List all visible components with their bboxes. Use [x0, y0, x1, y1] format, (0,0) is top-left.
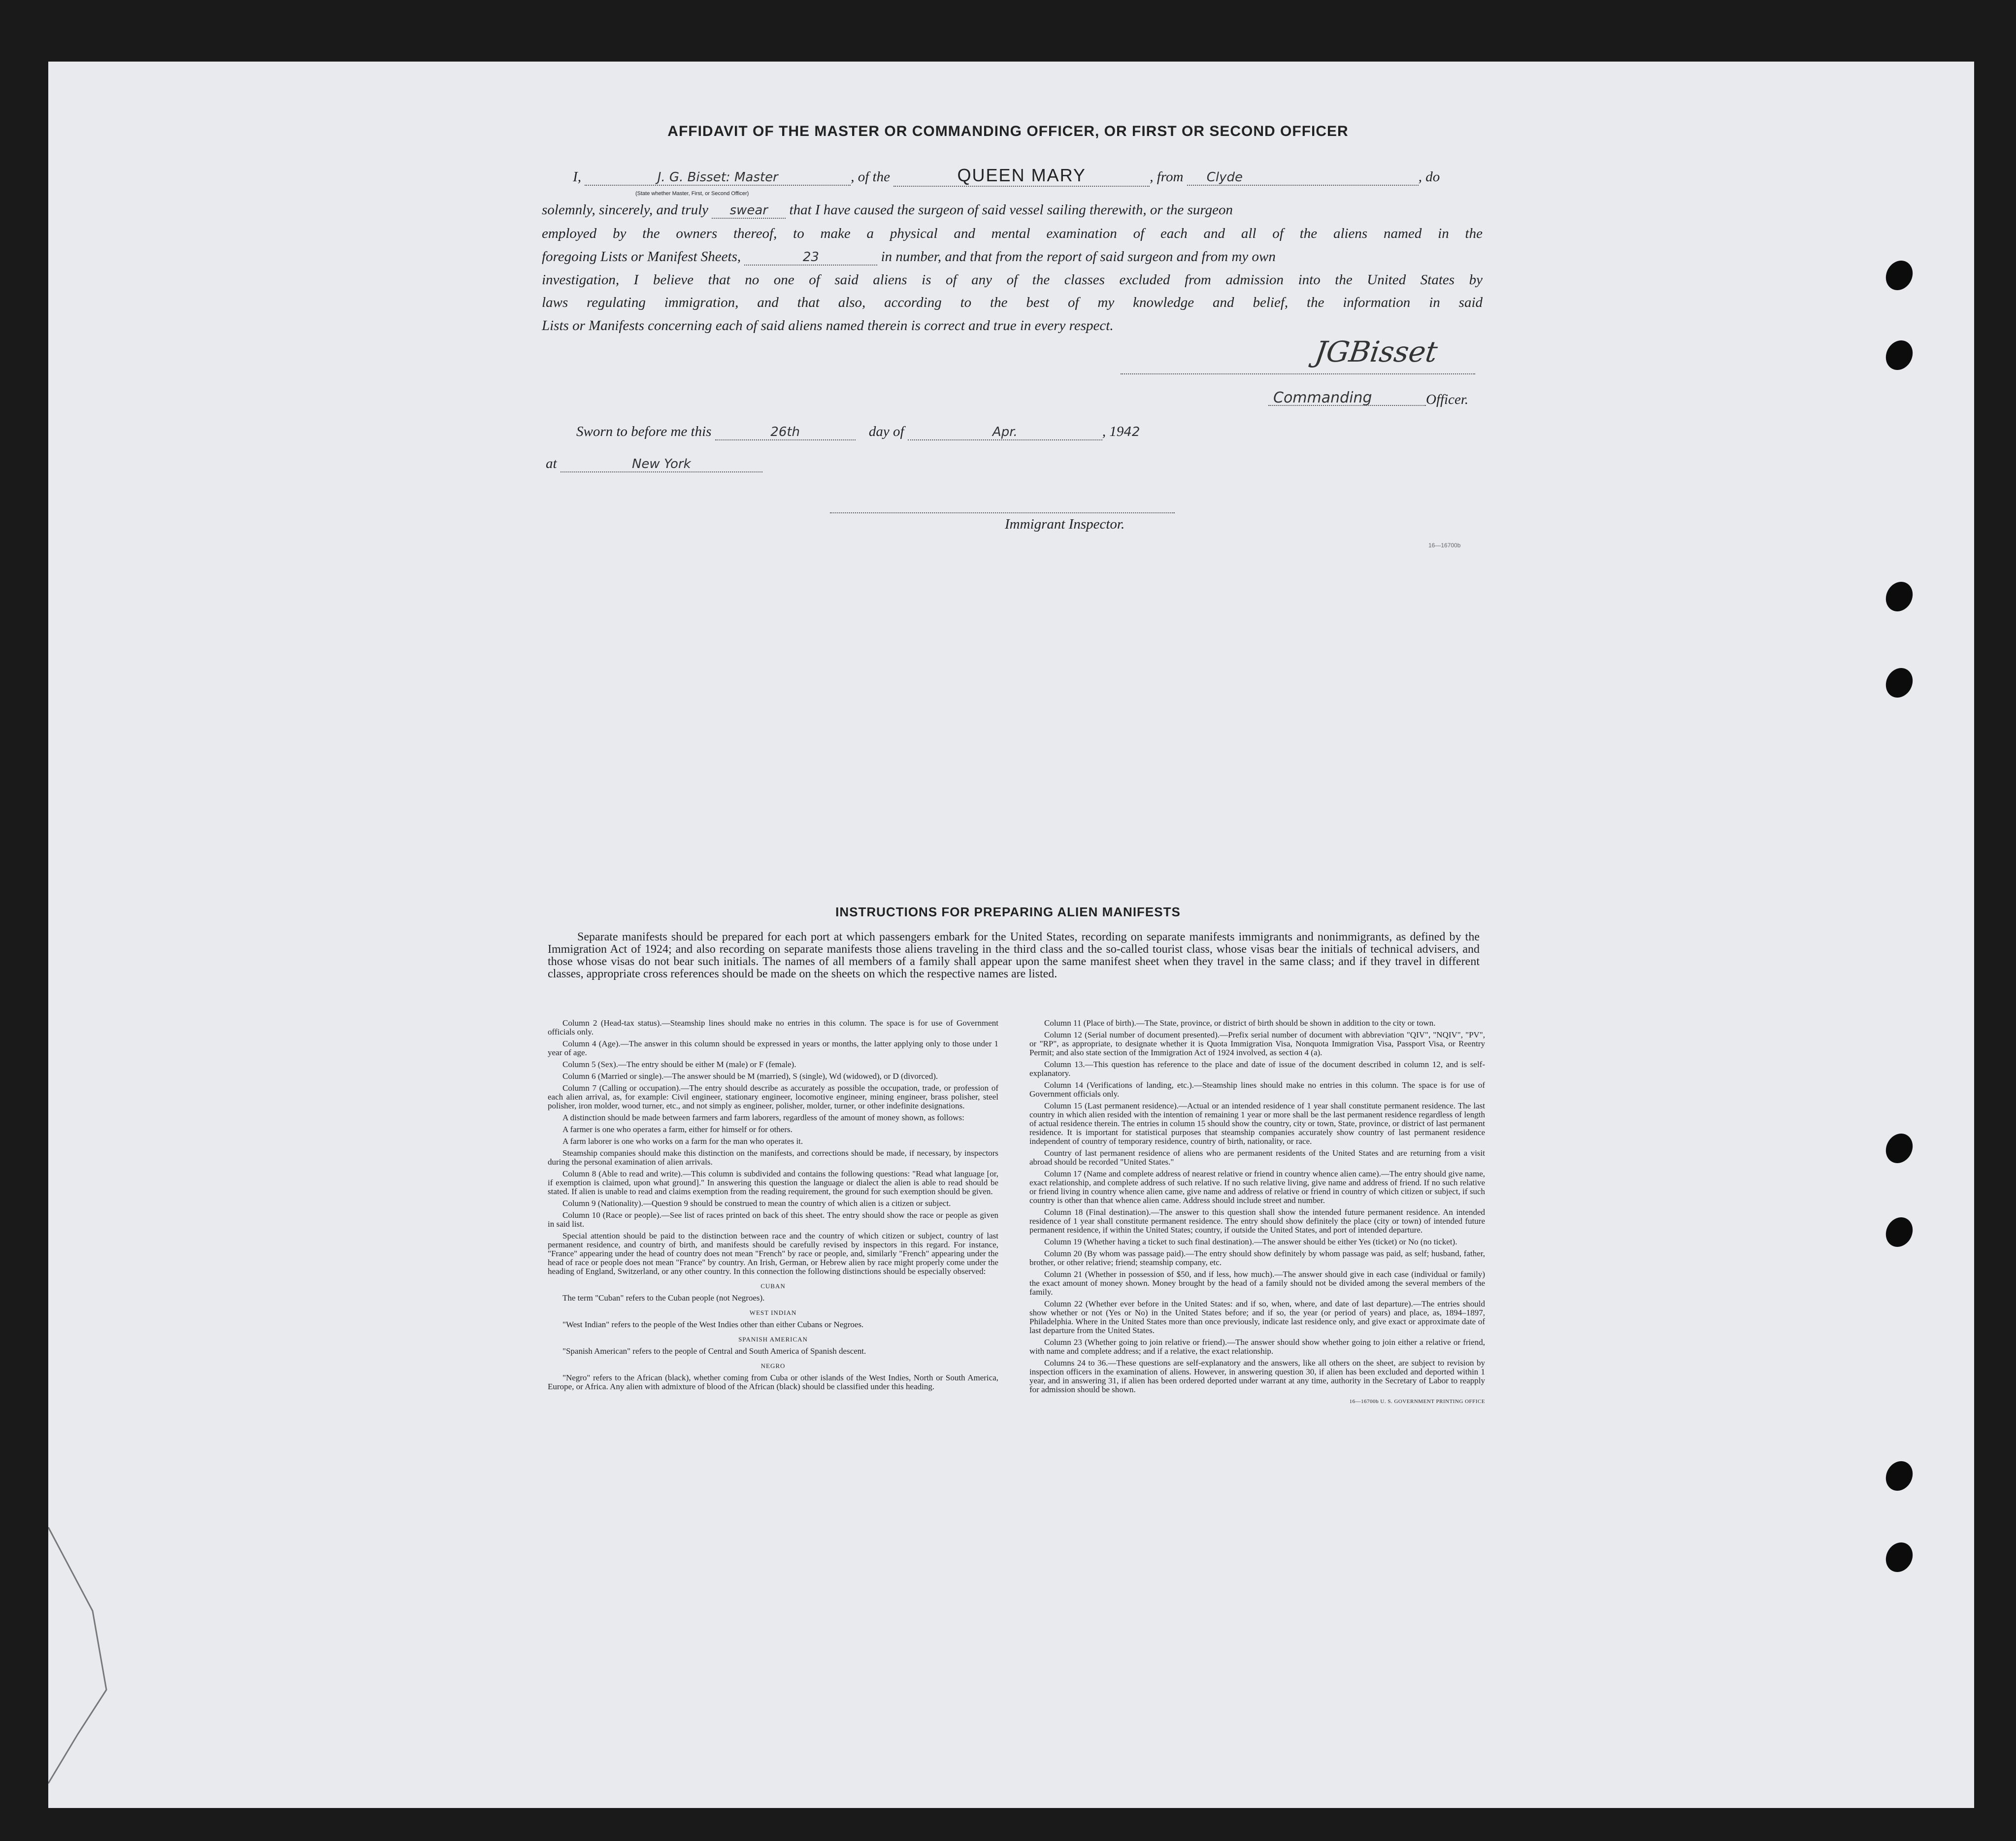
port-field: Clyde	[1187, 170, 1419, 186]
instructions-right-column	[1029, 1019, 1485, 1406]
instructions-intro: Separate manifests should be prepared for each port at which passengers embark for the United States, recording on separate manifests immigrants and nonimmigrants, as defined by the Immigration Act of 1924; and also recording on separate manifests those aliens traveling in the third class and the so-called tourist class, whose visas bear the initials of technical advisers, and those whose visas do not bear such initials. The names of all members of a family shall appear upon the same manifest sheet when they travel in the same class; and if they travel in different classes, appropriate cross references should be made on the sheets on which the respective names are listed.	[548, 931, 1480, 980]
month-field: Apr.	[908, 425, 1102, 440]
instruction-paragraph: Column 12 (Serial number of document presented).—Prefix serial number of document with abbreviation "QIV", "NQIV", "PV", or "RP", as appropriate, to designate whether it is Quota Immigration Visa, Nonquota Immigration Visa, Passport Visa, or Reentry Permit; and also state section of the Immigration Act of 1924 involved, as section 4 (a).	[1029, 1030, 1485, 1057]
text: in number, and that from the report of said surgeon and from my own	[881, 249, 1276, 265]
affidavit-title: AFFIDAVIT OF THE MASTER OR COMMANDING OFFICER, OR FIRST OR SECOND OFFICER	[667, 123, 1349, 139]
text: , of the	[851, 169, 890, 185]
affidavit-line-1	[542, 165, 1483, 187]
instruction-paragraph: Column 7 (Calling or occupation).—The entry should describe as accurately as possible the occupation, trade, or profession of each alien arrival, as, for example: Civil engineer, stationary engineer, locomotive engineer, mining engineer, brass polisher, steel polisher, iron molder, wood turner, etc., and not simply as engineer, polisher, molder, turner, or other indefinite designations.	[548, 1083, 998, 1110]
form-code: 16—16700b	[1428, 542, 1461, 549]
text: that I have caused the surgeon of said vessel sailing therewith, or the surgeon	[789, 202, 1233, 218]
instruction-paragraph: Column 22 (Whether ever before in the United States: and if so, when, where, and date of last departure).—The entries should show whether or not (Yes or No) in the United States before; and if so, the year (or period of years) and place, as, 1894–1897, Philadelphia. Where in the United States more than once previously, indicate last residence only, and give exact or approximate date of last departure from the United States.	[1029, 1299, 1485, 1335]
instruction-paragraph: Column 23 (Whether going to join relative or friend).—The answer should show whether going to join either a relative or friend, with name and complete address; and if a relative, the exact relationship.	[1029, 1338, 1485, 1356]
officer-rank-field: Commanding	[1273, 389, 1372, 406]
instruction-paragraph: The term "Cuban" refers to the Cuban people (not Negroes).	[562, 1293, 765, 1303]
instruction-paragraph: A distinction should be made between farmers and farm laborers, regardless of the amount of money shown, as follows:	[562, 1113, 964, 1122]
sworn-line	[576, 424, 1140, 440]
place-field: New York	[561, 457, 762, 472]
affidavit-line-3: employed by the owners thereof, to make a physical and mental examination of each and all of the aliens named in the	[542, 226, 1483, 241]
instruction-paragraph: Column 6 (Married or single).—The answer should be M (married), S (single), Wd (widowed), or D (divorced).	[562, 1071, 938, 1081]
instruction-paragraph: "Negro" refers to the African (black), whether coming from Cuba or other islands of the West Indies, North or South America, Europe, or Africa. Any alien with admixture of blood of the African (black) should be classified under this heading.	[548, 1373, 998, 1391]
year-field: 42	[1124, 425, 1140, 439]
place-line	[546, 456, 762, 472]
officer-name-field: J. G. Bisset: Master	[585, 170, 851, 186]
signature-line	[1121, 373, 1475, 374]
text: , from	[1150, 169, 1184, 185]
text: I,	[573, 169, 581, 185]
instruction-paragraph: Country of last permanent residence of aliens who are permanent residents of the United States and are returning from a visit abroad should be recorded "United States."	[1029, 1148, 1485, 1167]
section-heading: NEGRO	[760, 1362, 786, 1370]
officer-rank-caption: (State whether Master, First, or Second Officer)	[635, 191, 749, 197]
affidavit-line-5: investigation, I believe that no one of said aliens is of any of the classes excluded from admission into the United States by	[542, 272, 1483, 288]
instructions-left-column	[548, 1019, 998, 1393]
instruction-paragraph: A farm laborer is one who works on a farm for the man who operates it.	[562, 1137, 803, 1146]
section-heading: WEST INDIAN	[749, 1309, 797, 1316]
text: Sworn to before me this	[576, 424, 712, 439]
instruction-paragraph: Column 18 (Final destination).—The answer to this question shall show the intended future permanent residence. An intended residence of 1 year shall constitute permanent residence. The entry should show definitely the place (city or town) of intended future permanent residence, if within the United States; country, if outside the United States, and port of intended departure.	[1029, 1207, 1485, 1235]
ship-name-field: QUEEN MARY	[893, 165, 1150, 187]
affidavit-line-7: Lists or Manifests concerning each of said aliens named therein is correct and true in every respect.	[542, 318, 1114, 334]
instruction-paragraph: Column 5 (Sex).—The entry should be either M (male) or F (female).	[562, 1060, 796, 1069]
instruction-paragraph: A farmer is one who operates a farm, either for himself or for others.	[562, 1125, 793, 1134]
text: foregoing Lists or Manifest Sheets,	[542, 249, 741, 265]
instruction-paragraph: Column 15 (Last permanent residence).—Actual or an intended residence of 1 year shall constitute permanent residence. The last country in which alien resided with the intention of remaining 1 year or more shall be the last permanent residence regardless of length of actual residence therein. The entries in column 15 should show the country, city or town, State, province, or district of last permanent residence. It is important for statistical purposes that steamship companies accurately show country of last permanent residence independent of country of temporary residence, country of birth, nationality, or race.	[1029, 1101, 1485, 1146]
instruction-paragraph: Steamship companies should make this distinction on the manifests, and corrections should be made, if necessary, by inspectors during the personal examination of alien arrivals.	[548, 1148, 998, 1167]
sheet-count-field: 23	[744, 250, 877, 266]
instruction-paragraph: "Spanish American" refers to the people of Central and South America of Spanish descent.	[562, 1346, 866, 1356]
instructions-title: INSTRUCTIONS FOR PREPARING ALIEN MANIFESTS	[835, 904, 1181, 919]
text: at	[546, 456, 557, 471]
instruction-paragraph: Column 17 (Name and complete address of nearest relative or friend in country whence alien came).—The entry should give name, exact relationship, and complete address of such relative. If no such relative living, give name and address of friend. If no such relative or friend living in country whence alien came, give name and address of relative or friend in country of which citizen or subject, if such country is other than that whence alien came. Address should include street and number.	[1029, 1169, 1485, 1205]
instruction-paragraph: Column 10 (Race or people).—See list of races printed on back of this sheet. The entry should show the race or people as given in said list.	[548, 1210, 998, 1229]
affidavit-line-4	[542, 249, 1483, 266]
affidavit-line-2	[542, 202, 1483, 219]
officer-label: Officer.	[1426, 392, 1469, 407]
instruction-paragraph: Column 14 (Verifications of landing, etc.).—Steamship lines should make no entries in this column. The space is for use of Government officials only.	[1029, 1080, 1485, 1099]
section-heading: CUBAN	[760, 1282, 786, 1290]
text: day of	[868, 424, 904, 439]
instruction-paragraph: Column 8 (Able to read and write).—This column is subdivided and contains the following questions: "Read what language [or, if exemption is claimed, upon what ground]." In answering this question the language or dialect the alien is able to read should be stated. If alien is unable to read and claims exemption from the reading requirement, the ground for such exemption should be given.	[548, 1169, 998, 1196]
affidavit-line-6: laws regulating immigration, and that also, according to the best of my knowledge and belief, the information in said	[542, 295, 1483, 310]
text: , 19	[1102, 424, 1124, 439]
text: solemnly, sincerely, and truly	[542, 202, 709, 218]
oath-field: swear	[712, 203, 786, 219]
text: , do	[1418, 169, 1440, 185]
printer-footer: 16—16700b U. S. GOVERNMENT PRINTING OFFICE	[1349, 1399, 1485, 1405]
section-heading: SPANISH AMERICAN	[738, 1336, 808, 1343]
inspector-signature-line	[830, 512, 1175, 513]
instruction-paragraph: Column 9 (Nationality).—Question 9 should be construed to mean the country of which alien is a citizen or subject.	[562, 1199, 951, 1208]
instruction-paragraph: Column 21 (Whether in possession of $50, and if less, how much).—The answer should give in each case (individual or family) the exact amount of money shown. Money brought by the head of a family should not be divided among the several members of the family.	[1029, 1270, 1485, 1297]
torn-corner	[48, 1527, 107, 1808]
instruction-paragraph: Column 19 (Whether having a ticket to such final destination).—The answer should be either Yes (ticket) or No (no ticket).	[1044, 1237, 1457, 1246]
instruction-paragraph: Special attention should be paid to the distinction between race and the country of which citizen or subject, country of last permanent residence, and country of birth, and manifests should be carefully revised by inspectors in this regard. For instance, "France" appearing under the head of country does not mean "French" by race or people, and, similarly "French" appearing under the head of race or people does not mean "France" by country. An Irish, German, or Hebrew alien by race might properly come under the heading of England, Switzerland, or any other country. In this connection the following distinctions should be especially observed:	[548, 1231, 998, 1276]
instruction-paragraph: Column 2 (Head-tax status).—Steamship lines should make no entries in this column. The space is for use of Government officials only.	[548, 1018, 998, 1037]
instruction-paragraph: Columns 24 to 36.—These questions are self-explanatory and the answers, like all others on the sheet, are subject to revision by inspection officers in the examination of aliens. However, in answering question 30, if alien has been excluded and deported within 1 year, and in answering 31, if alien has been ordered deported under warrant at any time, authority in the Secretary of Labor to reapply for admission should be shown.	[1029, 1358, 1485, 1394]
instruction-paragraph: Column 4 (Age).—The answer in this column should be expressed in years or months, the latter applying only to those under 1 year of age.	[548, 1039, 998, 1057]
day-field: 26th	[715, 425, 856, 440]
instruction-paragraph: Column 11 (Place of birth).—The State, province, or district of birth should be shown in addition to the city or town.	[1044, 1018, 1436, 1028]
officer-rank-line	[1268, 405, 1426, 406]
instruction-paragraph: Column 20 (By whom was passage paid).—The entry should show definitely by whom passage was paid, as self; husband, father, brother, or other relative; friend; steamship company, etc.	[1029, 1249, 1485, 1267]
signature: JGBisset	[1313, 335, 1440, 368]
instruction-paragraph: Column 13.—This question has reference to the place and date of issue of the document described in column 12, and is self-explanatory.	[1029, 1060, 1485, 1078]
instruction-paragraph: "West Indian" refers to the people of the West Indies other than either Cubans or Negroes.	[562, 1320, 864, 1329]
inspector-label: Immigrant Inspector.	[1005, 516, 1125, 532]
